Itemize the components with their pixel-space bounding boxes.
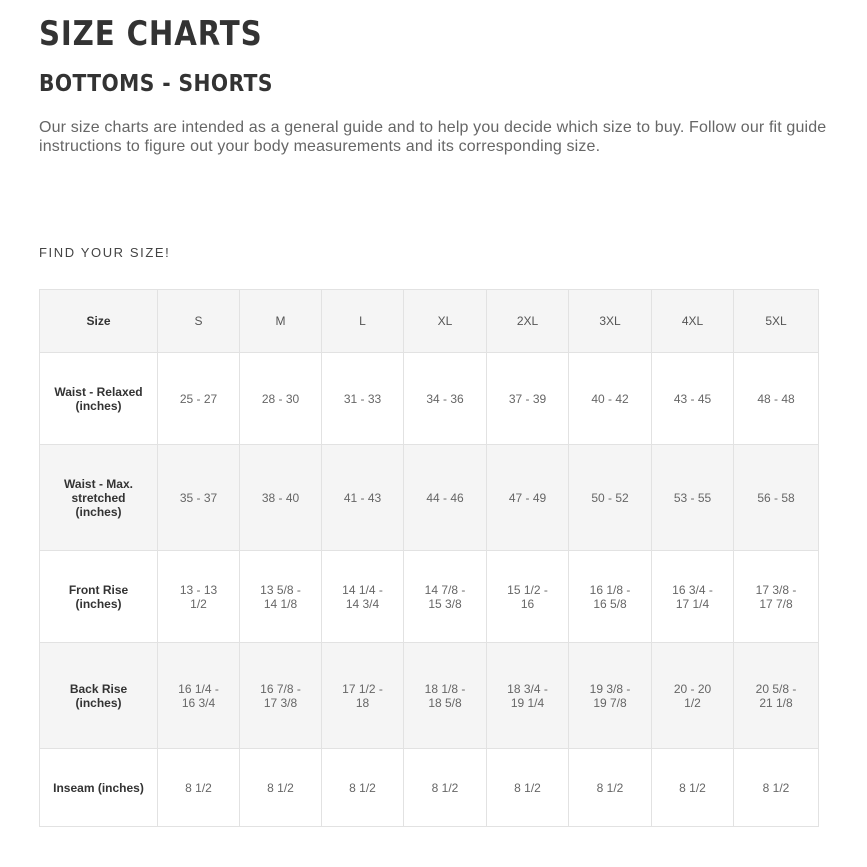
measurement-label: Back Rise (inches)	[40, 643, 158, 749]
table-cell: 8 1/2	[734, 749, 819, 827]
table-header-row	[40, 290, 819, 353]
measurement-label: Waist - Relaxed (inches)	[40, 353, 158, 445]
table-cell: 41 - 43	[322, 445, 404, 551]
table-cell: 34 - 36	[404, 353, 487, 445]
intro-text: Our size charts are intended as a general guide and to help you decide which size to buy. Follow our fit guide instructions to figure out your body measurements and its corresponding size.	[39, 119, 827, 155]
table-cell: 50 - 52	[569, 445, 652, 551]
table-cell: 13 5/8 - 14 1/8	[240, 551, 322, 643]
size-column-header: 2XL	[487, 290, 569, 353]
table-row	[40, 643, 819, 749]
table-cell: 40 - 42	[569, 353, 652, 445]
size-column-header: XL	[404, 290, 487, 353]
size-column-header: 5XL	[734, 290, 819, 353]
table-cell: 31 - 33	[322, 353, 404, 445]
size-corner-header: Size	[40, 290, 158, 353]
table-cell: 14 7/8 - 15 3/8	[404, 551, 487, 643]
table-cell: 25 - 27	[158, 353, 240, 445]
table-cell: 53 - 55	[652, 445, 734, 551]
table-cell: 14 1/4 - 14 3/4	[322, 551, 404, 643]
table-cell: 20 - 20 1/2	[652, 643, 734, 749]
table-cell: 44 - 46	[404, 445, 487, 551]
size-column-header: 3XL	[569, 290, 652, 353]
table-cell: 28 - 30	[240, 353, 322, 445]
table-cell: 20 5/8 - 21 1/8	[734, 643, 819, 749]
size-column-header: S	[158, 290, 240, 353]
table-cell: 17 1/2 - 18	[322, 643, 404, 749]
table-cell: 18 3/4 - 19 1/4	[487, 643, 569, 749]
size-table	[39, 289, 819, 827]
measurement-label: Inseam (inches)	[40, 749, 158, 827]
table-cell: 8 1/2	[240, 749, 322, 827]
table-cell: 16 1/4 - 16 3/4	[158, 643, 240, 749]
table-row	[40, 445, 819, 551]
table-row	[40, 749, 819, 827]
table-cell: 8 1/2	[158, 749, 240, 827]
table-cell: 19 3/8 - 19 7/8	[569, 643, 652, 749]
table-row	[40, 551, 819, 643]
table-cell: 15 1/2 - 16	[487, 551, 569, 643]
table-cell: 16 7/8 - 17 3/8	[240, 643, 322, 749]
table-cell: 38 - 40	[240, 445, 322, 551]
table-cell: 35 - 37	[158, 445, 240, 551]
table-cell: 8 1/2	[569, 749, 652, 827]
table-cell: 8 1/2	[322, 749, 404, 827]
table-cell: 8 1/2	[404, 749, 487, 827]
table-cell: 16 3/4 - 17 1/4	[652, 551, 734, 643]
find-your-size-heading: FIND YOUR SIZE!	[39, 245, 171, 260]
table-cell: 8 1/2	[487, 749, 569, 827]
size-column-header: 4XL	[652, 290, 734, 353]
measurement-label: Front Rise (inches)	[40, 551, 158, 643]
size-column-header: L	[322, 290, 404, 353]
table-cell: 16 1/8 - 16 5/8	[569, 551, 652, 643]
table-cell: 43 - 45	[652, 353, 734, 445]
table-cell: 8 1/2	[652, 749, 734, 827]
table-cell: 17 3/8 - 17 7/8	[734, 551, 819, 643]
table-cell: 18 1/8 - 18 5/8	[404, 643, 487, 749]
size-column-header: M	[240, 290, 322, 353]
table-cell: 37 - 39	[487, 353, 569, 445]
page-subtitle: BOTTOMS - SHORTS	[39, 71, 273, 97]
table-cell: 47 - 49	[487, 445, 569, 551]
page-title: SIZE CHARTS	[39, 14, 263, 54]
table-cell: 48 - 48	[734, 353, 819, 445]
table-row	[40, 353, 819, 445]
table-cell: 13 - 13 1/2	[158, 551, 240, 643]
table-cell: 56 - 58	[734, 445, 819, 551]
measurement-label: Waist - Max. stretched (inches)	[40, 445, 158, 551]
